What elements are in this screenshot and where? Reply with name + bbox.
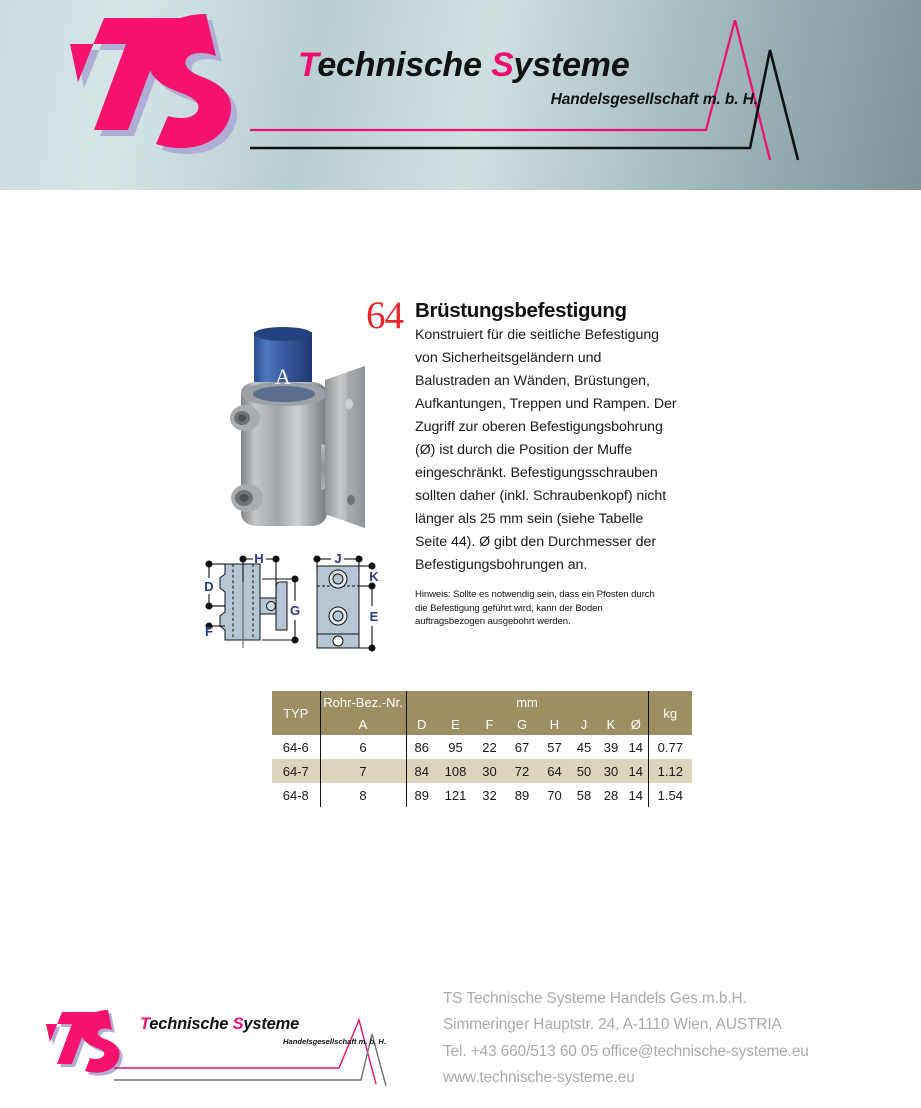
footer-brand [140,1016,390,1046]
cell-kg: 0.77 [648,735,692,759]
cell-e: 95 [437,735,474,759]
cell-typ: 64-8 [272,783,320,807]
table-row[interactable] [272,735,692,759]
cell-g: 89 [505,783,539,807]
th-sub-d: D [406,713,437,735]
svg-text:G: G [289,603,301,618]
cell-j: 58 [570,783,598,807]
cell-a: 8 [320,783,406,807]
cell-e: 108 [437,759,474,783]
cell-typ: 64-6 [272,735,320,759]
cell-typ: 64-7 [272,759,320,783]
cell-o: 14 [624,735,648,759]
svg-text:K: K [369,569,379,584]
product-title: Brüstungsbefestigung [415,299,627,322]
footer-company-name: TS Technische Systeme Handels Ges.m.b.H. [443,990,747,1007]
footer-brand-letter-t: T [140,1015,150,1033]
header-banner [0,0,921,190]
product-note: Hinweis: Sollte es notwendig sein, dass ein Pfosten durch die Befestigung geführt wird, kann der Boden auftragsbezogen ausgebohrt werden. [415,589,655,628]
cell-h: 70 [539,783,570,807]
product-photo [197,322,382,550]
cell-k: 30 [598,759,624,783]
title-block [415,300,677,577]
cell-a: 7 [320,759,406,783]
table-header-sub-row [272,713,692,735]
th-typ: TYP [272,691,320,735]
th-sub-j: J [570,713,598,735]
cell-o: 14 [624,783,648,807]
photo-dimension-label-a: A [275,364,292,389]
cell-f: 32 [474,783,505,807]
cell-h: 57 [539,735,570,759]
cell-g: 72 [505,759,539,783]
footer-brand-letter-s: S [232,1015,244,1033]
brand-letter-s: S [491,46,514,84]
table-header-group-row [272,691,692,713]
footer-brand-line2: Handelsgesellschaft m. b. H. [283,1036,386,1046]
header-brand [298,48,768,109]
table-row[interactable] [272,783,692,807]
svg-text:D: D [204,579,214,594]
header-brand-line1 [298,48,768,82]
cell-j: 45 [570,735,598,759]
page-number: 64 [366,294,403,337]
spec-table-container [272,691,683,807]
cell-f: 30 [474,759,505,783]
th-sub-g: G [505,713,539,735]
cell-f: 22 [474,735,505,759]
th-sub-k: K [598,713,624,735]
header-brand-line2: Handelsgesellschaft m. b. H. [550,91,758,108]
footer-contact-info [443,986,913,1092]
th-kg: kg [648,691,692,735]
footer-address: Simmeringer Hauptstr. 24, A-1110 Wien, AUSTRIA [443,1016,782,1034]
cell-k: 39 [598,735,624,759]
cell-g: 67 [505,735,539,759]
th-sub-f: F [474,713,505,735]
footer-logo [44,1004,404,1090]
cell-o: 14 [624,759,648,783]
footer-phone-email[interactable]: Tel. +43 660/513 60 05 office@technische-systeme.eu [443,1042,809,1060]
svg-text:H: H [254,552,264,566]
th-mm: mm [406,691,648,713]
technical-drawing [192,552,392,674]
cell-e: 121 [437,783,474,807]
cell-j: 50 [570,759,598,783]
brand-text-echnische: echnische [317,46,492,84]
cell-d: 86 [406,735,437,759]
th-sub-o: Ø [624,713,648,735]
cell-k: 28 [598,783,624,807]
cell-kg: 1.54 [648,783,692,807]
cell-d: 89 [406,783,437,807]
brand-letter-t: T [298,46,318,84]
footer-brand-line1 [140,1016,390,1033]
svg-text:J: J [334,552,342,566]
cell-kg: 1.12 [648,759,692,783]
cell-a: 6 [320,735,406,759]
cell-d: 84 [406,759,437,783]
cell-h: 64 [539,759,570,783]
svg-text:F: F [205,624,213,639]
footer-brand-text-ysteme: ysteme [243,1015,300,1033]
spec-table [272,691,692,807]
product-description: Konstruiert für die seitliche Befestigung von Sicherheitsgeländern und Balustraden an Wänden, Brüstungen, Aufkantungen, Treppen und Rampen. Der Zugriff zur oberen Befestigungsbohrung (Ø) ist durch die Position der Muffe eingeschränkt. Befestigungsschrauben sollten daher (inkl. Schraubenkopf) nicht länger als 25 mm sein (siehe Tabelle Seite 44). Ø gibt den Durchmesser der Befestigungsbohrungen an. [415,326,677,573]
svg-text:E: E [369,609,379,624]
brand-text-ysteme: ysteme [513,46,630,84]
footer-website[interactable]: www.technische-systeme.eu [443,1069,635,1087]
footer-brand-text-echnische: echnische [149,1015,233,1033]
th-rohr-bez-nr: Rohr-Bez.-Nr. [320,691,406,713]
th-sub-h: H [539,713,570,735]
th-sub-e: E [437,713,474,735]
table-row[interactable] [272,759,692,783]
th-sub-a: A [320,713,406,735]
